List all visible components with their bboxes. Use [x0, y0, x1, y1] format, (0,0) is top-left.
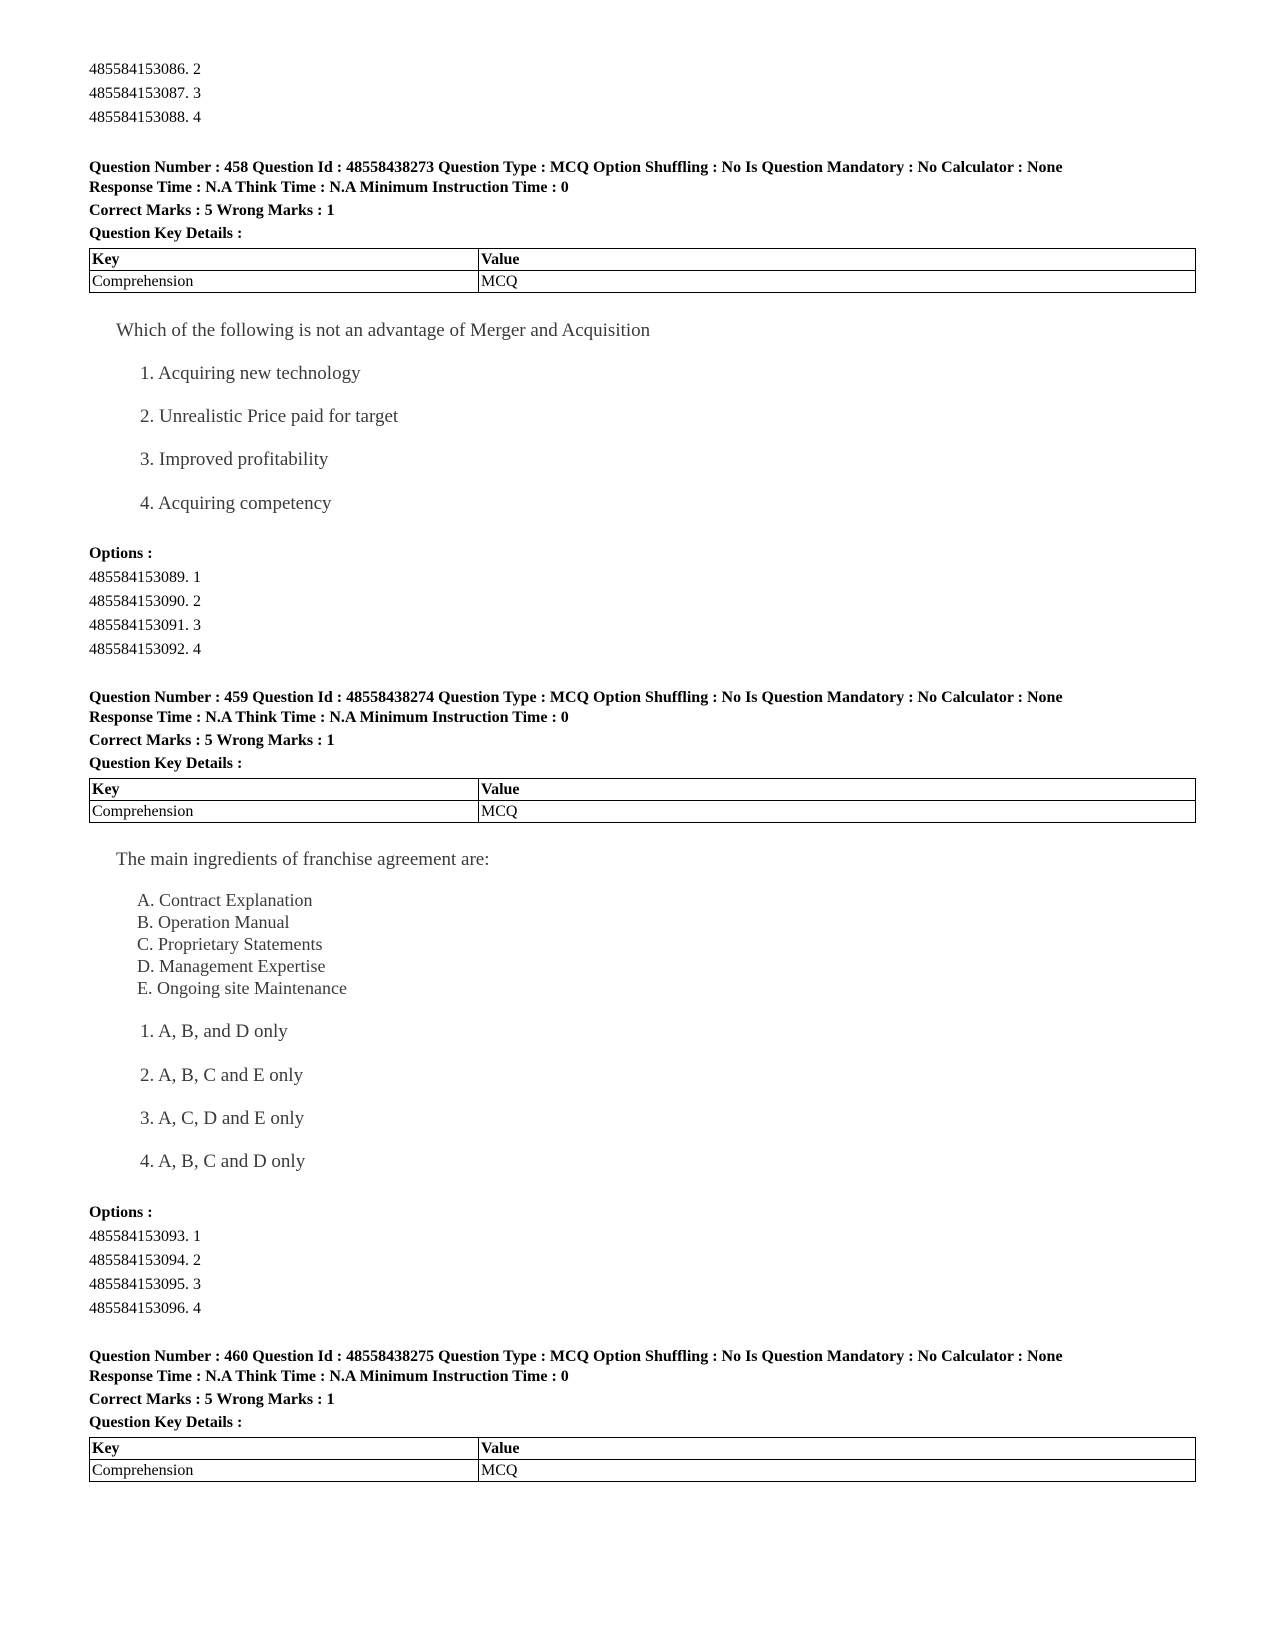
question-block-459 — [89, 688, 1196, 823]
table-cell-value: MCQ — [479, 1460, 1196, 1482]
key-details-table — [89, 778, 1196, 823]
key-details-table — [89, 248, 1196, 293]
option-line: 485584153088. 4 — [89, 109, 201, 126]
choice-line: 3. Improved profitability — [140, 449, 329, 470]
option-line: 485584153096. 4 — [89, 1300, 201, 1317]
option-line: 485584153091. 3 — [89, 617, 201, 634]
statement-line: B. Operation Manual — [137, 912, 290, 932]
choice-line: 4. Acquiring competency — [140, 493, 332, 514]
option-line: 485584153086. 2 — [89, 61, 201, 78]
statement-line: A. Contract Explanation — [137, 890, 313, 910]
question-marks: Correct Marks : 5 Wrong Marks : 1 — [89, 732, 335, 749]
option-line: 485584153089. 1 — [89, 569, 201, 586]
statement-line: D. Management Expertise — [137, 956, 326, 976]
question-marks: Correct Marks : 5 Wrong Marks : 1 — [89, 1391, 335, 1408]
question-header: Question Number : 458 Question Id : 48558438273 Question Type : MCQ Option Shuffling : No Is Question Mandatory : No Calculator : None — [89, 159, 1063, 176]
choice-line: 2. A, B, C and E only — [140, 1065, 304, 1086]
question-block-458 — [89, 158, 1196, 293]
question-timing: Response Time : N.A Think Time : N.A Minimum Instruction Time : 0 — [89, 1368, 569, 1385]
question-timing: Response Time : N.A Think Time : N.A Minimum Instruction Time : 0 — [89, 709, 569, 726]
choice-line: 2. Unrealistic Price paid for target — [140, 406, 399, 427]
key-details-label: Question Key Details : — [89, 755, 243, 772]
table-header-value: Value — [479, 779, 1196, 801]
table-header-row — [90, 1438, 1196, 1460]
options-block-458 — [89, 542, 201, 662]
key-details-label: Question Key Details : — [89, 225, 243, 242]
question-image-459 — [89, 849, 789, 1179]
statement-line: E. Ongoing site Maintenance — [137, 978, 347, 998]
option-line: 485584153093. 1 — [89, 1228, 201, 1245]
options-label: Options : — [89, 1204, 153, 1221]
question-text: Which of the following is not an advantage of Merger and Acquisition — [116, 320, 651, 341]
question-marks: Correct Marks : 5 Wrong Marks : 1 — [89, 202, 335, 219]
table-cell-value: MCQ — [479, 801, 1196, 823]
table-row — [90, 271, 1196, 293]
choice-line: 1. A, B, and D only — [140, 1021, 288, 1042]
question-image-458 — [89, 320, 789, 520]
table-row — [90, 1460, 1196, 1482]
prev-options — [89, 58, 201, 130]
table-header-value: Value — [479, 1438, 1196, 1460]
option-line: 485584153090. 2 — [89, 593, 201, 610]
choice-line: 1. Acquiring new technology — [140, 363, 361, 384]
question-block-460 — [89, 1347, 1196, 1482]
table-header-value: Value — [479, 249, 1196, 271]
question-timing: Response Time : N.A Think Time : N.A Minimum Instruction Time : 0 — [89, 179, 569, 196]
question-header: Question Number : 459 Question Id : 48558438274 Question Type : MCQ Option Shuffling : No Is Question Mandatory : No Calculator : None — [89, 689, 1063, 706]
question-text: The main ingredients of franchise agreement are: — [116, 849, 490, 870]
choice-line: 3. A, C, D and E only — [140, 1108, 305, 1129]
table-header-key: Key — [90, 1438, 479, 1460]
option-line: 485584153092. 4 — [89, 641, 201, 658]
table-row — [90, 801, 1196, 823]
option-line: 485584153094. 2 — [89, 1252, 201, 1269]
table-cell-key: Comprehension — [90, 801, 479, 823]
table-cell-key: Comprehension — [90, 1460, 479, 1482]
table-cell-key: Comprehension — [90, 271, 479, 293]
table-cell-value: MCQ — [479, 271, 1196, 293]
key-details-table — [89, 1437, 1196, 1482]
table-header-key: Key — [90, 779, 479, 801]
option-line: 485584153087. 3 — [89, 85, 201, 102]
options-label: Options : — [89, 545, 153, 562]
key-details-label: Question Key Details : — [89, 1414, 243, 1431]
table-header-row — [90, 779, 1196, 801]
choice-line: 4. A, B, C and D only — [140, 1151, 306, 1172]
table-header-row — [90, 249, 1196, 271]
table-header-key: Key — [90, 249, 479, 271]
statement-line: C. Proprietary Statements — [137, 934, 323, 954]
option-line: 485584153095. 3 — [89, 1276, 201, 1293]
question-header: Question Number : 460 Question Id : 48558438275 Question Type : MCQ Option Shuffling : No Is Question Mandatory : No Calculator : None — [89, 1348, 1063, 1365]
options-block-459 — [89, 1201, 201, 1321]
